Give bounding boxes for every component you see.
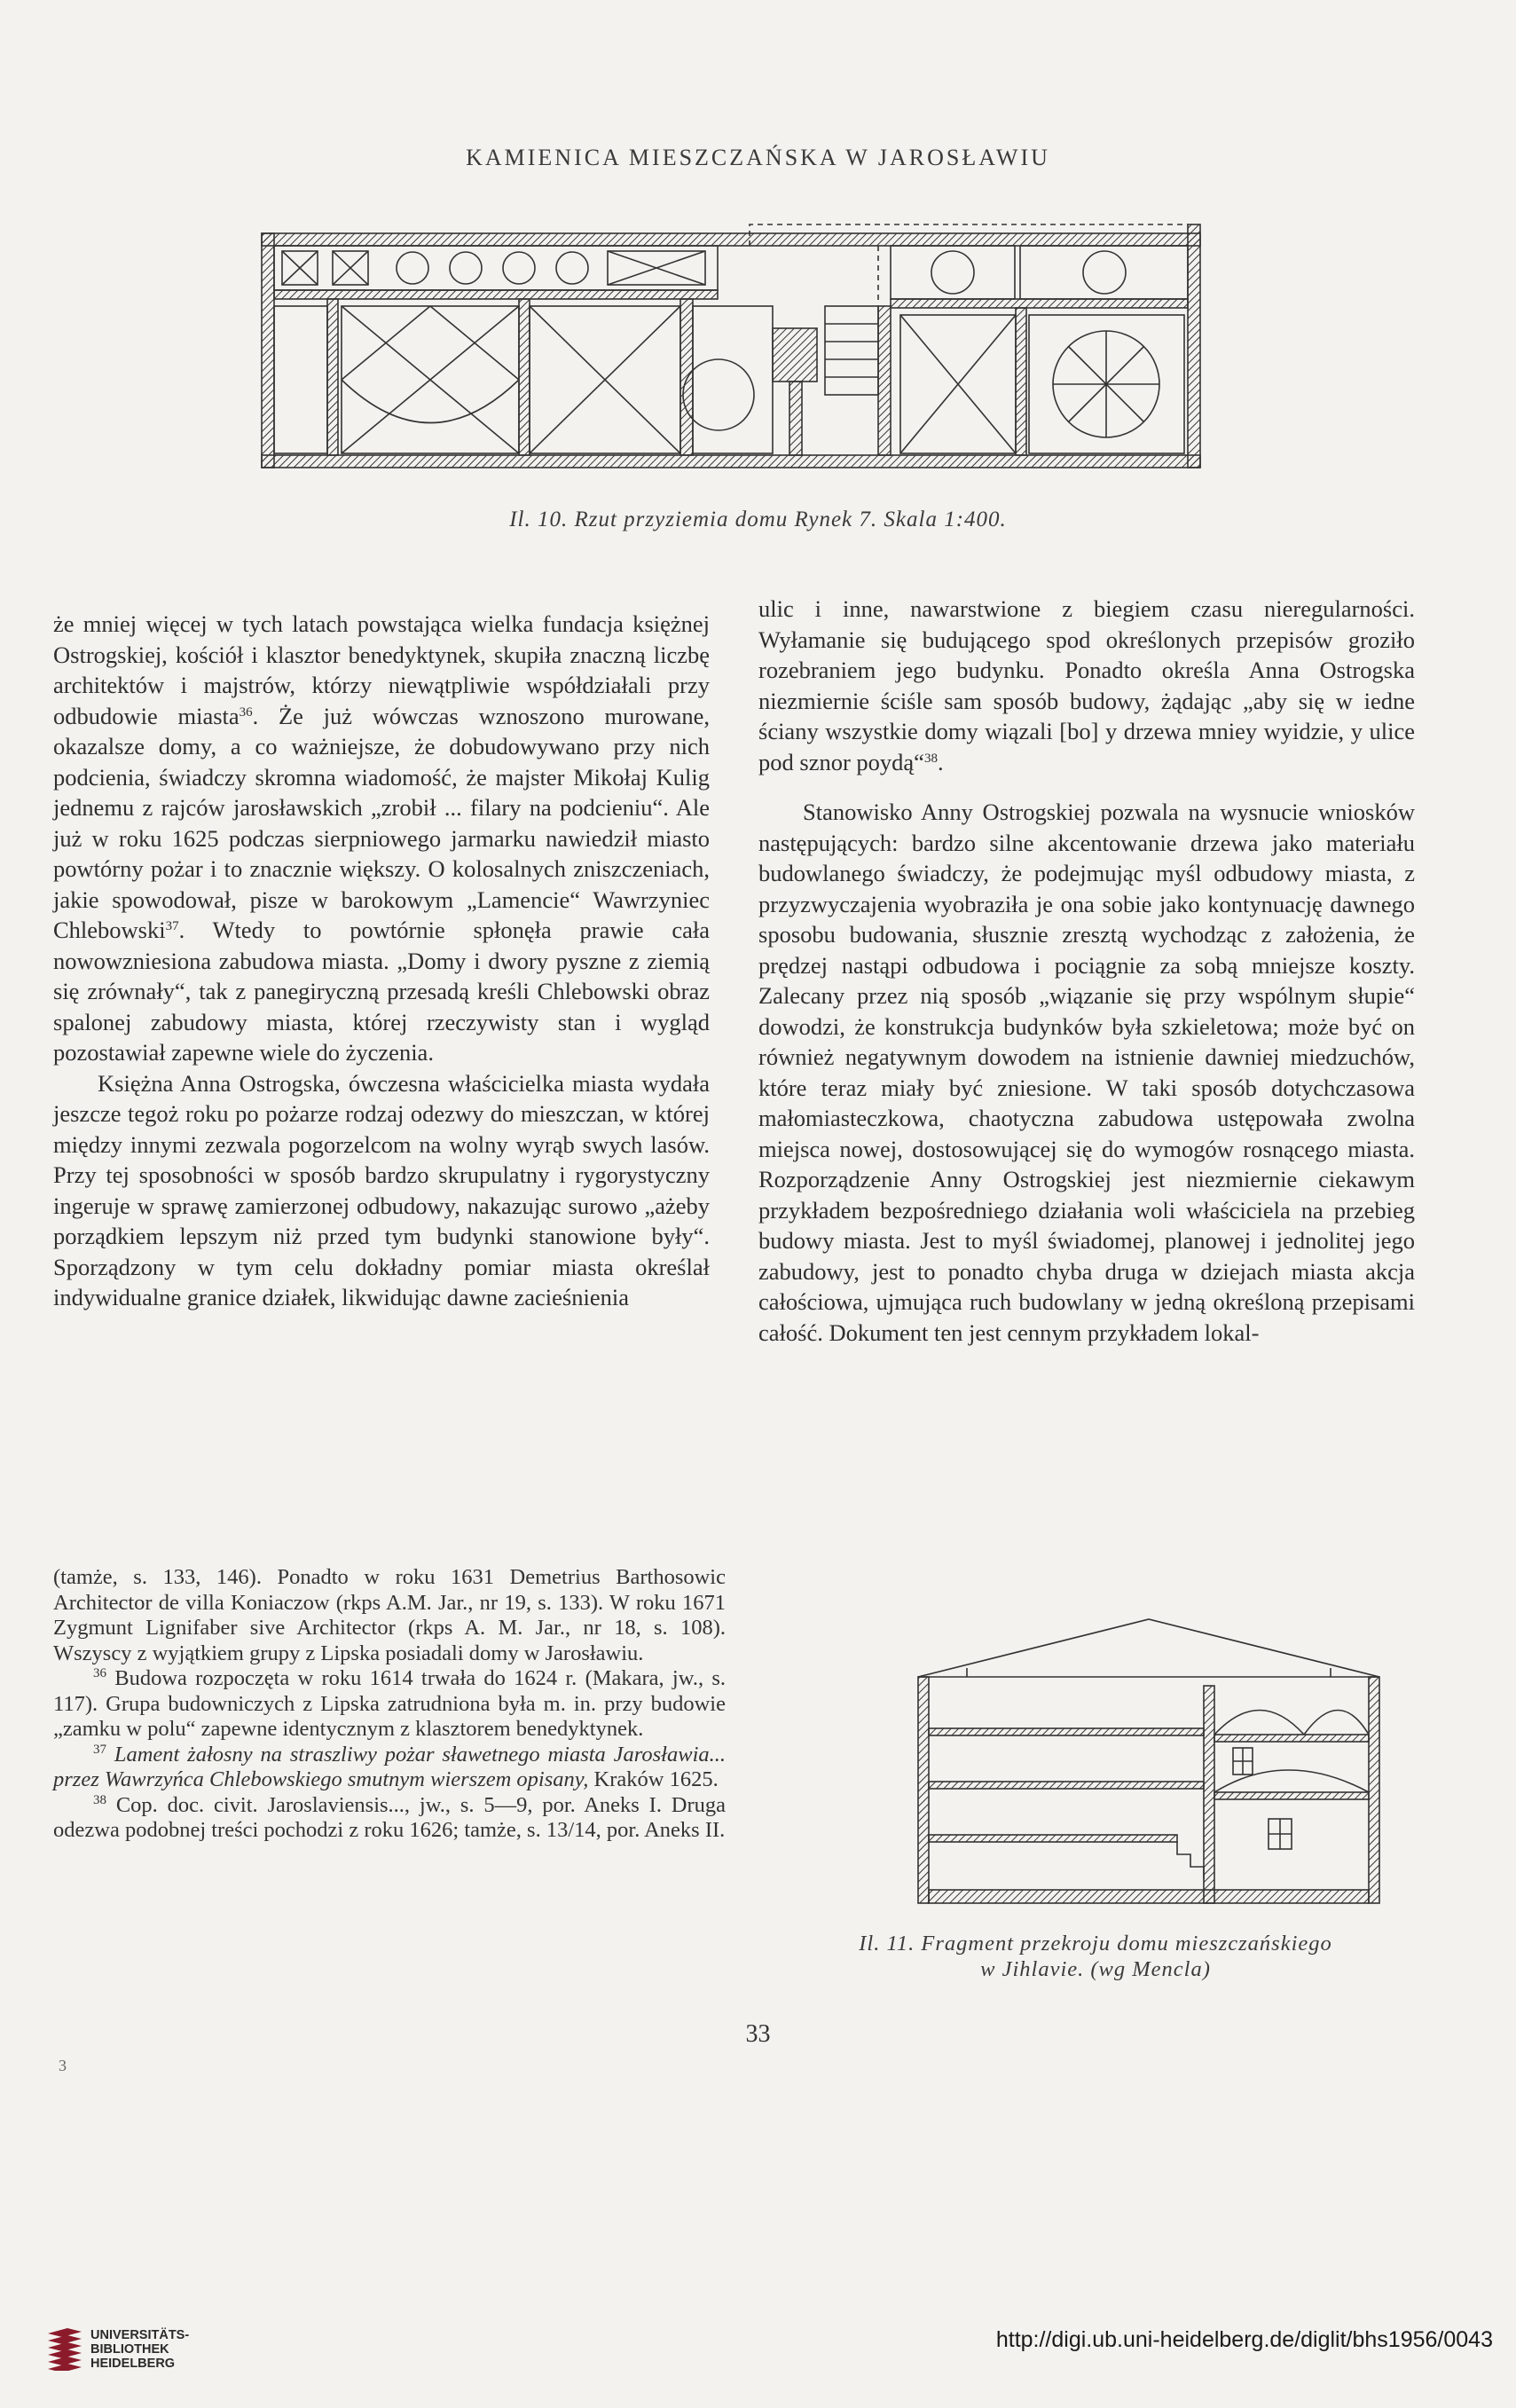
library-logo-icon [46, 2325, 83, 2371]
logo-bar [48, 2328, 82, 2337]
footnote-37: $^{37}$ Lament żałosny na straszliwy pożar sławetnego miasta Jarosławia... przez Wawrzyńca Chlebowskiego smutnym wierszem opisany, Kraków 1625. [53, 1742, 726, 1791]
footnotes [53, 1565, 726, 1844]
footnote-ref: 38 [923, 751, 938, 766]
cross-section-figure [914, 1615, 1384, 1908]
footnote-ref: 37 [165, 919, 179, 933]
footnote-38: $^{38}$ Cop. doc. civit. Jaroslaviensis..., jw., s. 5—9, por. Aneks I. Druga odezwa podobnej treści pochodzi z roku 1626; tamże, s. 13/14, por. Aneks II. [53, 1792, 726, 1842]
source-url-link[interactable]: http://digi.ub.uni-heidelberg.de/diglit/bhs1956/0043 [995, 2327, 1493, 2352]
footnote-continuation: (tamże, s. 133, 146). Ponadto w roku 1631 Demetrius Barthosowic Architector de villa Koniaczow (rkps A.M. Jar., nr 19, s. 133). W roku 1671 Zygmunt Lignifaber sive Architector (rkps A. M. Jar., nr 18, s. 108). Wszyscy z wyjątkiem grupy z Lipska posiadali domy w Jarosławiu. [53, 1565, 726, 1665]
running-head: KAMIENICA MIESZCZAŃSKA W JAROSŁAWIU [466, 145, 1050, 170]
figure-11-caption [758, 1931, 1433, 1982]
right-text-column [758, 594, 1415, 1348]
caption-line: w Jihlavie. (wg Mencla) [980, 1957, 1211, 1981]
paragraph: że mniej więcej w tych latach powstająca wielka fundacja księżnej Ostrogskiej, kościół i klasztor benedyktynek, skupiła znaczną liczbę architektów i majstrów, którzy niewątpliwie współdziałali przy odbudowie miasta$^{36}$. Że już wówczas wznoszono murowane, okazalsze domy, a co ważniejsze, że dobudowywano przy nich podcienia, świadczy skromna wiadomość, że majster Mikołaj Kulig jednemu z rajców jarosławskich „zrobił ... filary na podcieniu“. Ale już w roku 1625 podczas sierpniowego jarmarku nawiedził miasto powtórny pożar i to znacznie większy. O kolosalnych zniszczeniach, jakie spowodował, pisze w barokowym „Lamencie“ Wawrzyniec Chlebowski$^{37}$. Wtedy to powtórnie spłonęła prawie cała nowowzniesiona zabudowa miasta. „Domy i dwory pyszne z ziemią się zrównały“, tak z panegiryczną przesadą kreśli Chlebowski obraz spalonej zabudowy miasta, której rzeczywisty stan i wygląd pozostawiał zapewne wiele do życzenia. [53, 610, 710, 1066]
left-text-column [53, 609, 710, 1313]
logo-bar [48, 2357, 82, 2365]
logo-bar [48, 2349, 82, 2358]
page-number: 33 [745, 2020, 771, 2048]
logo-bar [48, 2335, 82, 2344]
paragraph: ulic i inne, nawarstwione z biegiem czasu nieregularności. Wyłamanie się budującego spod określonych przepisów groziło rozebraniem jego budynku. Ponadto określa Anna Ostrogska niezmiernie ściśle sam sposób budowy, żądając „aby się w iedne ściany wszystkie domy wiązali [bo] y drzewa mniey wyidzie, y ulice pod sznor poydą“$^{38}$. [758, 595, 1415, 775]
figure-10-caption: Il. 10. Rzut przyziemia domu Rynek 7. Skala 1:400. [509, 508, 1007, 531]
logo-bar [48, 2342, 82, 2351]
logo-bar [48, 2364, 82, 2371]
floor-plan-figure [257, 217, 1206, 475]
paragraph: Stanowisko Anny Ostrogskiej pozwala na wysnucie wniosków następujących: bardzo silne akcentowanie drzewa jako materiału budowlanego świadczy, że podejmując myśl odbudowy miasta, z przyzwyczajenia wyobraziła je ona sobie jako kontynuację dawnego sposobu budowania, słusznie zresztą wychodząc z założenia, że prędzej nastąpi odbudowa i pociągnie za sobą mniejsze koszty. Zalecany przez nią sposób „wiązanie się przy wspólnym słupie“ dowodzi, że konstrukcja budynków była szkieletowa; może być on również negatywnym dowodem na istnienie dawniej miedzuchów, które teraz miały być zniesione. W taki sposób dotychczasowa małomiasteczkowa, chaotyczna zabudowa ustępowała zwolna miejsca nowej, dostosowującej się do wymogów rosnącego miasta. Rozporządzenie Anny Ostrogskiej jest niezmiernie ciekawym przykładem bezpośredniego działania woli właściciela na przebieg budowy miasta. Jest to myśl świadomej, planowej i jednolitej jego zabudowy, jest to ponadto chyba druga w dziejach miasta akcja całościowa, ujmująca ruch budowlany w jedną określoną przepisami całość. Dokument ten jest cennym przykładem lokal- [758, 799, 1415, 1346]
footnote-ref: 36 [239, 704, 253, 720]
footnote-36: $^{36}$ Budowa rozpoczęta w roku 1614 trwała do 1624 r. (Makara, jw., s. 117). Grupa budowniczych z Lipska zatrudniona była m. in. przy budowie „zamku w polu“ zapewne identycznym z klasztorem benedyktynek. [53, 1666, 726, 1741]
paragraph: Księżna Anna Ostrogska, ówczesna właścicielka miasta wydała jeszcze tegoż roku po pożarze rodzaj odezwy do mieszczan, w której między innymi zezwala pogorzelcom na wolny wyrąb swych lasów. Przy tej sposobności w sposób bardzo skrupulatny i rygorystyczny ingeruje w sprawę zamierzonej odbudowy, nakazując surowo „ażeby porządkiem lepszym niż przed tym budynki stanowione były“. Sporządzony w tym celu dokładny pomiar miasta określał indywidualne granice działek, likwidując dawne zacieśnienia [53, 1069, 710, 1310]
library-name: UNIVERSITÄTS- BIBLIOTHEK HEIDELBERG [90, 2328, 190, 2371]
signature-mark: 3 [59, 2057, 67, 2074]
caption-line: Il. 11. Fragment przekroju domu mieszczańskiego [859, 1932, 1332, 1956]
